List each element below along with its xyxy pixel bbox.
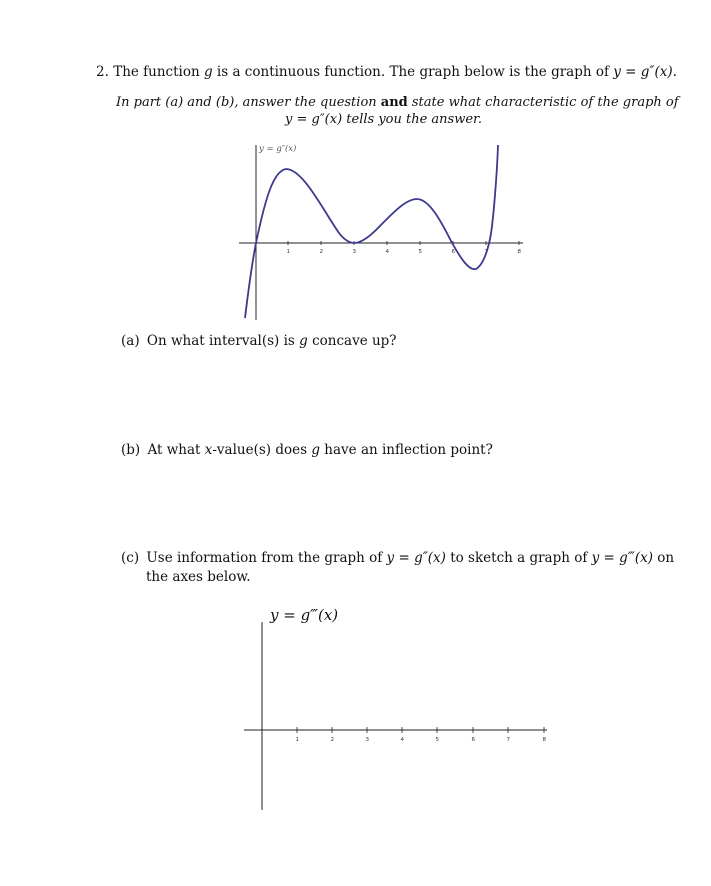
graph-g-double-prime	[225, 135, 535, 325]
intro-part1: The function	[113, 64, 204, 80]
tick-label-7: 7	[484, 249, 488, 255]
tick-label-6: 6	[451, 249, 455, 255]
instr-part2: state what characteristic of the graph of	[407, 95, 679, 110]
graph2-label: y = g‴(x)	[270, 606, 339, 624]
tick2-label-8: 8	[542, 737, 546, 743]
question-a	[121, 333, 397, 350]
question-b-text3: have an inflection point?	[320, 442, 493, 458]
question-b-label: (b)	[121, 442, 141, 458]
tick-label-5: 5	[418, 249, 422, 255]
question-c-formula2: y = g‴(x)	[591, 550, 653, 566]
graph-g-triple-prime-axes	[235, 600, 555, 815]
tick-label-3: 3	[352, 249, 356, 255]
graph1-label: y = g″(x)	[259, 144, 297, 154]
intro-formula: y = g″(x).	[613, 64, 677, 80]
instr-part1: In part (a) and (b), answer the question	[116, 95, 381, 110]
tick2-label-6: 6	[471, 737, 475, 743]
intro-part2: is a continuous function. The graph below is the graph of	[212, 64, 614, 80]
tick-label-2: 2	[319, 249, 323, 255]
instructions-line2: y = g″(x) tells you the answer.	[285, 112, 482, 127]
tick2-label-3: 3	[365, 737, 369, 743]
question-b-var2: g	[311, 442, 320, 458]
question-b-var: x	[204, 442, 213, 458]
tick-label-8: 8	[517, 249, 521, 255]
tick2-label-2: 2	[330, 737, 334, 743]
tick2-label-5: 5	[435, 737, 439, 743]
instr-and: and	[380, 95, 408, 110]
question-b	[121, 442, 493, 459]
question-a-var: g	[299, 333, 308, 349]
question-a-text1: On what interval(s) is	[146, 333, 300, 349]
question-c-label: (c)	[121, 550, 140, 566]
problem-number: 2.	[96, 64, 109, 80]
question-c-text3: on	[652, 550, 675, 566]
question-b-text2: -value(s) does	[212, 442, 312, 458]
g-double-prime-curve	[245, 145, 498, 318]
question-a-label: (a)	[121, 333, 140, 349]
x-tick-labels-2	[296, 737, 547, 743]
question-b-text1: At what	[147, 442, 205, 458]
tick-label-1: 1	[286, 249, 290, 255]
tick2-label-4: 4	[400, 737, 404, 743]
question-c-text1: Use information from the graph of	[146, 550, 387, 566]
problem-statement	[96, 64, 677, 81]
question-c-text2: to sketch a graph of	[445, 550, 592, 566]
tick2-label-7: 7	[506, 737, 510, 743]
tick2-label-1: 1	[295, 737, 299, 743]
question-a-text2: concave up?	[307, 333, 397, 349]
instructions-line1	[116, 94, 679, 111]
var-g: g	[203, 64, 213, 80]
question-c-line2: the axes below.	[146, 569, 251, 585]
question-c	[121, 550, 674, 567]
tick-label-4: 4	[385, 249, 389, 255]
question-c-formula1: y = g″(x)	[386, 550, 446, 566]
